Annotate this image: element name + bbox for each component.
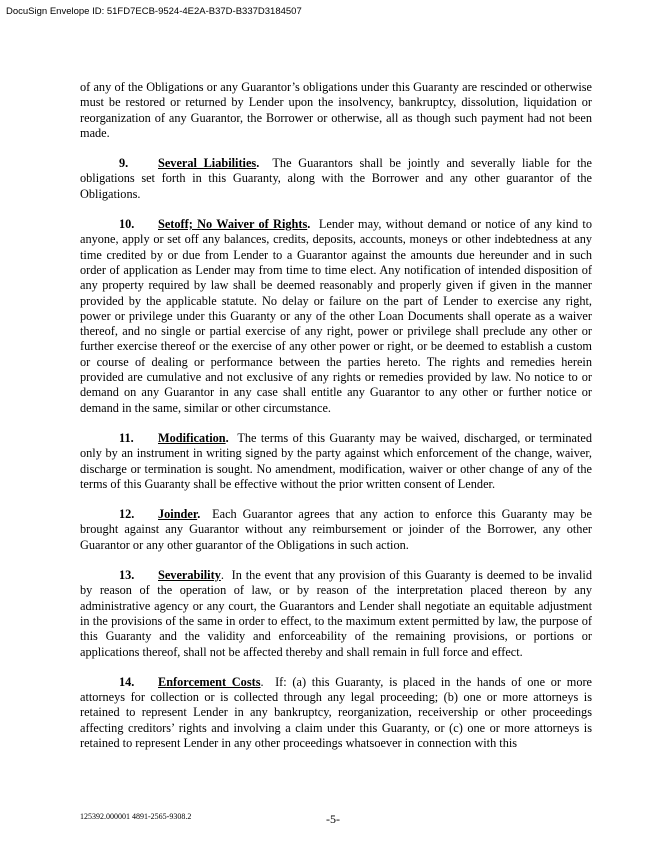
- section-number: 14.: [119, 674, 135, 689]
- section-heading: Modification: [158, 430, 226, 445]
- intro-paragraph: of any of the Obligations or any Guarantor’s obligations under this Guaranty are rescinded or otherwise must be restored or returned by Lender upon the insolvency, bankruptcy, dissolution, liquidation or reorganization of any Guarantor, the Borrower or otherwise, all as though such payment had not been made.: [80, 80, 592, 140]
- heading-punct: .: [220, 568, 224, 583]
- section-body: If: (a) this Guaranty, is placed in the hands of one or more attorneys for collection or is collected through any legal proceeding; (b) one or more attorneys is retained to represent Lender in any bankruptcy, reorganization, receivership or other proceedings affecting creditors’ rights and involving a claim under this Guaranty, or (c) one or more attorneys is retained to represent Lender in any other proceedings whatsoever in connection with this: [80, 674, 593, 750]
- heading-punct: .: [225, 430, 229, 445]
- section-heading: Setoff; No Waiver of Rights: [158, 217, 308, 232]
- heading-punct: .: [260, 674, 264, 689]
- section-9: [80, 156, 592, 202]
- footer-doc-ref: 125392.000001 4891-2565-9308.2: [80, 812, 192, 821]
- section-body: Lender may, without demand or notice of any kind to anyone, apply or set off any balances, credits, deposits, accounts, moneys or other indebtedness at any time credited by or due from Lender to a Guarantor against the amounts due hereunder and in such order of application as Lender may from time to time elect. Any notification of intended disposition of any property required by law shall be deemed reasonably and properly given if given in the manner provided by the applicable statute. No delay or failure on the part of Lender to exercise any right, power or privilege under this Guaranty or any of the other Loan Documents shall operate as a waiver thereof, and no single or partial exercise of any right, power or privilege shall preclude any other or further exercise thereof or the exercise of any other power or right, or be deemed to establish a custom or course of dealing or performance between the parties hereto. The rights and remedies herein provided are cumulative and not exclusive of any rights or remedies provided by law. No notice to or demand on any Guarantor in any case shall entitle any Guarantor to any other or further notice or demand in the same, similar or other circumstance.: [80, 217, 592, 415]
- docusign-envelope-id: DocuSign Envelope ID: 51FD7ECB-9524-4E2A-B37D-B337D3184507: [6, 6, 302, 17]
- section-number: 12.: [119, 507, 135, 522]
- section-number: 11.: [119, 430, 134, 445]
- footer-page-number: -5-: [326, 812, 340, 826]
- section-number: 10.: [119, 217, 135, 232]
- section-11: [80, 431, 592, 492]
- section-body: Each Guarantor agrees that any action to enforce this Guaranty may be brought against any Guarantor without any reimbursement or joinder of the Borrower, any other Guarantor or any other guarantor of the Obligations in such action.: [80, 507, 592, 552]
- section-body: In the event that any provision of this Guaranty is deemed to be invalid by reason of the operation of law, or by reason of the interpretation placed thereon by any administrative agency or any court, the Guarantors and Lender shall negotiate an equitable adjustment in the provisions of the same in order to effect, to the maximum extent permitted by law, the purpose of this Guaranty and the validity and enforceability of the remaining provisions, or portions or applications thereof, shall not be affected thereby and shall remain in full force and effect.: [80, 568, 592, 659]
- heading-punct: .: [197, 507, 201, 522]
- section-number: 9.: [119, 156, 129, 171]
- section-13: [80, 568, 592, 660]
- section-heading: Enforcement Costs: [158, 674, 261, 689]
- section-body: The terms of this Guaranty may be waived, discharged, or terminated only by an instrument in writing signed by the party against which enforcement of the change, waiver, discharge or termination is sought. No amendment, modification, waiver or other change of any of the terms of this Guaranty shall be effective without the prior written consent of Lender.: [80, 430, 592, 491]
- section-body: The Guarantors shall be jointly and severally liable for the obligations set forth in this Guaranty, along with the Borrower and any other guarantor of the Obligations.: [80, 156, 592, 201]
- document-body: [80, 80, 592, 766]
- section-14: [80, 675, 592, 751]
- heading-punct: .: [307, 217, 311, 232]
- section-heading: Several Liabilities: [158, 156, 257, 171]
- heading-punct: .: [256, 156, 260, 171]
- section-12: [80, 507, 592, 553]
- section-heading: Severability: [158, 568, 221, 583]
- section-10: [80, 217, 592, 416]
- section-heading: Joinder: [158, 507, 198, 522]
- section-number: 13.: [119, 568, 135, 583]
